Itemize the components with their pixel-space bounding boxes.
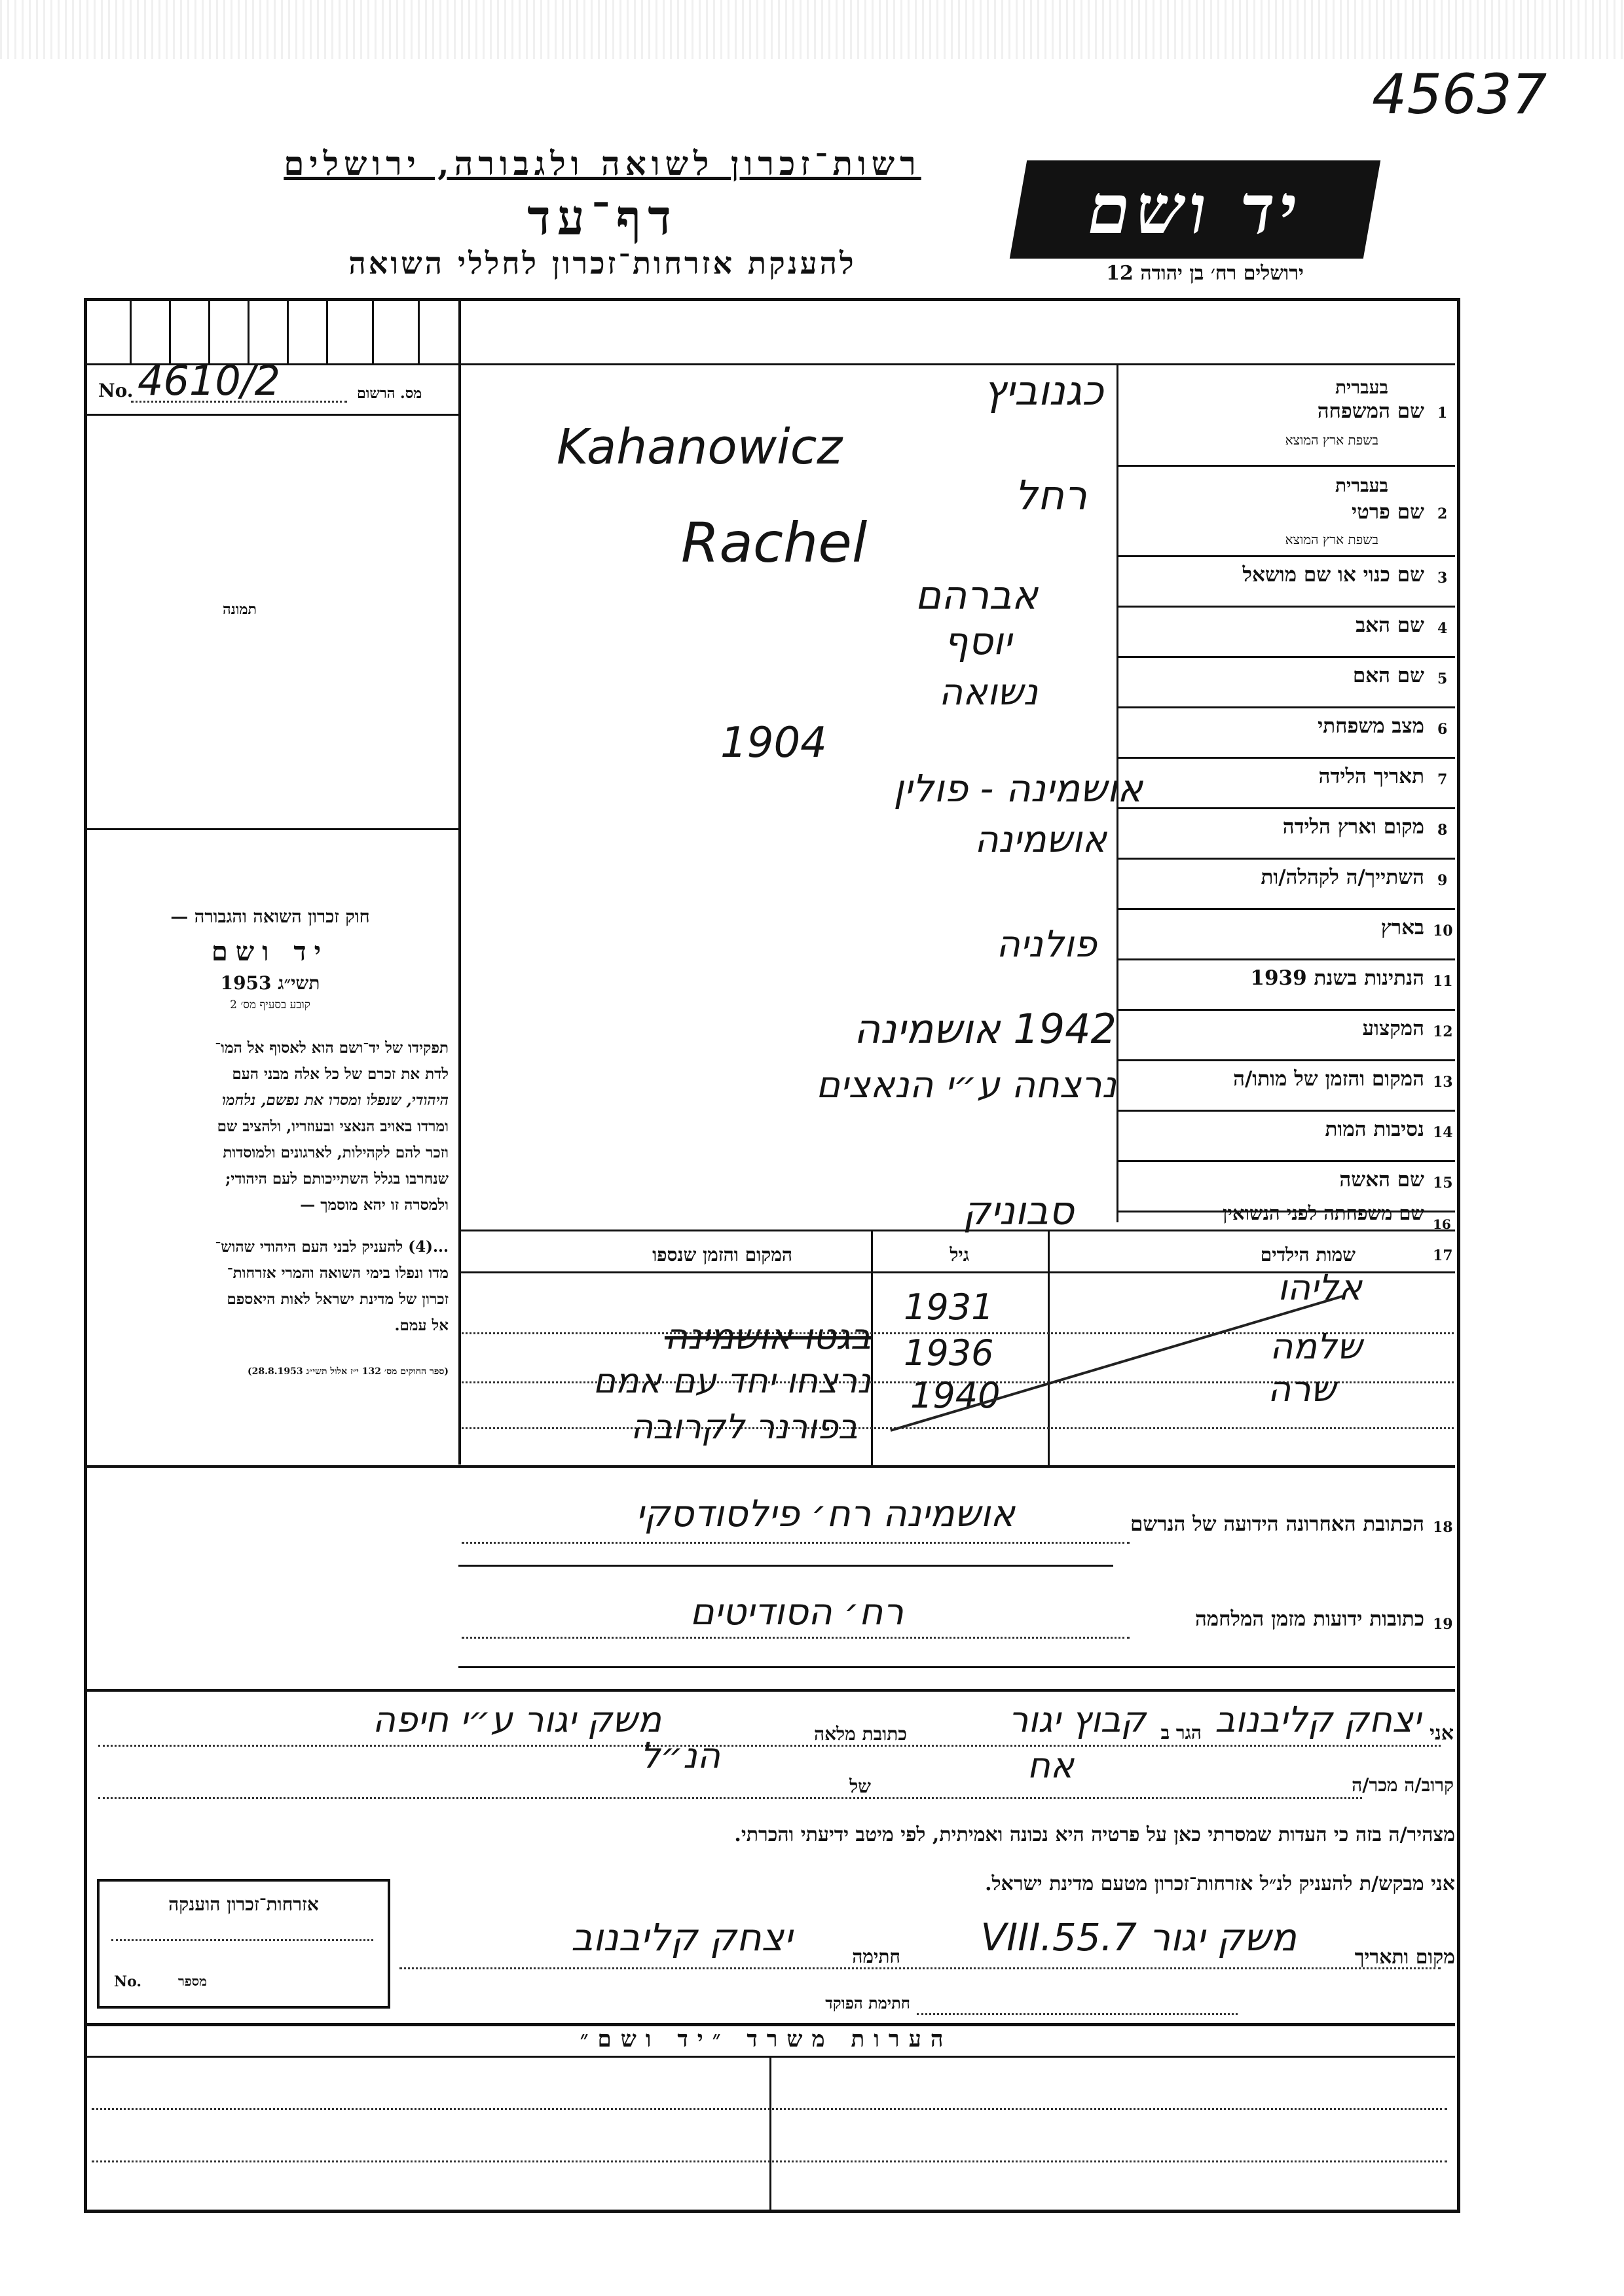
granted-no-label: No. — [114, 1973, 142, 1990]
field-6-number: 6 — [1437, 721, 1448, 738]
field-4-number: 4 — [1437, 620, 1448, 637]
field-8-value: אושמינה — [974, 818, 1107, 861]
field-9-number: 9 — [1437, 872, 1448, 889]
decl-resides-label: הגר ב — [1160, 1722, 1202, 1743]
granted-box — [97, 1879, 390, 2009]
record-no-value: 4610/2 — [138, 357, 281, 405]
decl-statement-2: אני מבקש/ת להעניק לנ״ל אזרחות־זכרון מטעם מדינת ישראל. — [985, 1872, 1455, 1895]
decl-relation-label: קרוב/ה מכר/ה — [1352, 1774, 1454, 1796]
field-14-number: 14 — [1433, 1124, 1453, 1141]
decl-signature-label: חתימה — [852, 1946, 900, 1967]
field-2-value-latin: Rachel — [681, 511, 868, 575]
field-6-value: 1904 — [720, 719, 827, 767]
child-name: שלמה — [1270, 1326, 1362, 1367]
law-line: וזכר להם לקהילות, לארגונים ולמוסדות — [223, 1144, 449, 1161]
photo-label: תמונה — [223, 601, 257, 618]
law-name: יד ושם — [211, 936, 329, 967]
law-year: תשי״ג 1953 — [220, 972, 320, 994]
record-no-label: No. — [98, 380, 134, 401]
field-7-number: 7 — [1437, 771, 1448, 788]
field-11-label: הנתינות בשנת 1939 — [1250, 966, 1424, 990]
law-line: שנחרבו בגלל השתייכותם לעם היהודי; — [225, 1170, 449, 1188]
field-6-label: מצב משפחתי — [1318, 714, 1424, 738]
child-place: בגטו אושמינה — [664, 1316, 871, 1357]
field-17-number: 17 — [1433, 1247, 1453, 1264]
field-12-number: 12 — [1433, 1023, 1453, 1040]
field-14-label: נסיבות המות — [1325, 1118, 1424, 1141]
decl-declarant-name: יצחק קליבנוב — [1215, 1699, 1421, 1740]
record-reg-label: מס. הרשום — [357, 385, 422, 402]
field-11-number: 11 — [1433, 973, 1453, 990]
field-18-label: הכתובת האחרונה הידועה של הנרשם — [1130, 1512, 1424, 1536]
law-line: תפקידו של יד־ושם הוא לאסוף אל המו־ — [215, 1039, 449, 1057]
field-7-value: אושמינה - פולין — [893, 766, 1143, 811]
law-line: זכרון של מדינת ישראל לאות היאספם — [227, 1290, 449, 1308]
field-19-number: 19 — [1433, 1616, 1453, 1633]
law-footnote: (ספר החוקים מס׳ 132 י״ז אלול תשי״ג 28.8.1953) — [248, 1366, 449, 1377]
child-age: 1931 — [904, 1286, 994, 1328]
field-16-number: 16 — [1433, 1216, 1451, 1232]
children-header-age: גיל — [950, 1244, 969, 1266]
field-3-label: שם כנוי או שם מושאל — [1242, 563, 1424, 587]
field-16-value: סבוניק — [963, 1188, 1074, 1234]
children-header-name: שמות הילדים — [1260, 1244, 1356, 1266]
decl-of-value: הנ״ל — [640, 1735, 720, 1776]
field-15-number: 15 — [1433, 1175, 1453, 1192]
field-2-sub-top: בעברית — [1335, 475, 1388, 496]
decl-officer-label: חתימת הפוקד — [825, 1994, 910, 2013]
field-15-label: שם האשה — [1339, 1168, 1424, 1192]
children-strike-mark — [884, 1283, 1362, 1440]
field-18-value: אושמינה רח׳ פילסודסקי — [635, 1493, 1015, 1535]
law-paragraph-2 — [92, 1234, 449, 1339]
child-place: בפורנר לקרובה — [631, 1408, 858, 1447]
field-16-label: שם משפחתה לפני הנשואין — [1223, 1202, 1424, 1224]
decl-signature: יצחק קליבנוב — [570, 1915, 792, 1959]
archive-number: 45637 — [1372, 62, 1547, 126]
law-title: חוק זכרון השואה והגבורה — — [170, 907, 370, 927]
decl-place-date-label: מקום ותאריך — [1354, 1946, 1455, 1969]
field-7-label: תאריך הלידה — [1318, 765, 1424, 788]
field-3-number: 3 — [1437, 570, 1448, 587]
law-line: ...(4) להעניק לבני העם היהודי שהוש־ — [215, 1238, 449, 1256]
decl-place-date: משק יגור 7.VIII.55 — [980, 1915, 1297, 1959]
field-1-value-hebrew: כגנוביץ — [983, 367, 1103, 414]
field-2-number: 2 — [1437, 505, 1448, 522]
field-5-label: שם האם — [1352, 664, 1424, 687]
decl-full-address-label: כתובת מלאה — [813, 1723, 907, 1745]
field-8-label: מקום וארץ הלידה — [1282, 815, 1424, 839]
field-9-label: השתייך/ה לקהלה/ות — [1261, 866, 1424, 889]
law-paragraph-1 — [92, 1035, 449, 1218]
field-1-number: 1 — [1437, 405, 1448, 422]
field-12-value: 1942 אושמינה — [853, 1005, 1116, 1053]
decl-relation: אח — [1027, 1745, 1074, 1786]
field-1-sub-top: בעברית — [1335, 376, 1388, 398]
law-line: מדו ונפלו בימי השואה והמרי אזרחות־ — [227, 1264, 449, 1282]
field-5-number: 5 — [1437, 670, 1448, 687]
field-18-number: 18 — [1433, 1519, 1453, 1536]
scan-noise — [0, 0, 1624, 59]
header-address: ירושלים רח׳ בן יהודה 12 — [1106, 262, 1304, 285]
law-line: ולמסרה זו יהא מוסמך — — [300, 1196, 449, 1214]
field-8-number: 8 — [1437, 822, 1448, 839]
children-header-place: המקום והזמן שנספו — [652, 1244, 792, 1266]
child-place: נרצחו יחד עם אמם — [593, 1362, 871, 1401]
field-13-label: המקום והזמן של מותו/ה — [1233, 1067, 1424, 1091]
field-2-label: שם פרטי — [1351, 500, 1424, 524]
form-name: דף־עד — [527, 190, 678, 246]
field-4-label: שם האב — [1356, 613, 1424, 637]
law-line: לדת את זכרם של כל אלה מבני העם — [232, 1065, 449, 1083]
yad-vashem-logo — [1010, 160, 1380, 259]
decl-city: קבוץ יגור — [1008, 1699, 1146, 1740]
law-line: אל עמם. — [394, 1317, 449, 1334]
field-1-label: שם המשפחה — [1317, 399, 1424, 423]
granted-number-label: מספר — [178, 1973, 207, 1989]
law-line: היהודי, שנפלו ומסרו את נפשם, נלחמו — [222, 1091, 449, 1109]
field-2-value-hebrew: רחל — [1014, 471, 1087, 519]
law-section: קובע בסעיף מס׳ 2 — [230, 998, 310, 1011]
authority-line: רשות־זכרון לשואה ולגבורה, ירושלים — [284, 144, 921, 183]
field-2-sub-bottom: בשפת ארץ המוצא — [1285, 532, 1378, 547]
logo-text: יד ושם — [1080, 169, 1310, 249]
law-box — [92, 907, 449, 1377]
child-name: אליהו — [1278, 1267, 1362, 1308]
decl-full-address: משק יגור ע״י חיפה — [372, 1699, 661, 1740]
decl-prefix: אני — [1430, 1722, 1454, 1745]
field-3-value: אברהם — [915, 573, 1038, 619]
child-name: שרה — [1267, 1368, 1336, 1410]
field-19-value: רח׳ הסודיטים — [690, 1591, 904, 1633]
child-age: 1940 — [910, 1375, 1001, 1416]
law-line: ומרדו באויב הנאצי ובעוזריו, ולהציב שם — [217, 1118, 449, 1135]
field-13-number: 13 — [1433, 1074, 1453, 1091]
field-1-value-latin: Kahanowicz — [557, 419, 843, 475]
field-10-value: פולניה — [996, 923, 1097, 966]
field-10-label: בארץ — [1380, 916, 1424, 939]
decl-statement-1: מצהיר/ה בזה כי העדות שמסרתי כאן על פרטיה היא נכונה ואמיתית, לפי מיטב ידיעתי והכרתי. — [734, 1823, 1455, 1846]
field-10-number: 10 — [1433, 922, 1453, 939]
decl-of-label: של — [849, 1776, 871, 1797]
form-subtitle: להענקת אזרחות־זכרון לחללי השואה — [348, 246, 857, 281]
field-4-value: יוסף — [944, 619, 1012, 663]
remarks-title: הערות משרד ״יד ושם״ — [580, 2026, 953, 2052]
field-12-label: המקצוע — [1362, 1017, 1424, 1040]
child-age: 1936 — [904, 1332, 994, 1374]
granted-title: אזרחות־זכרון הוענקה — [168, 1893, 319, 1915]
field-19-label: כתובות ידועות מזמן המלחמה — [1194, 1607, 1424, 1631]
field-1-sub-bottom: בשפת ארץ המוצא — [1285, 432, 1378, 448]
field-5-value: נשואה — [938, 671, 1038, 714]
field-13-value: נרצחה ע״י הנאצים — [815, 1064, 1116, 1106]
